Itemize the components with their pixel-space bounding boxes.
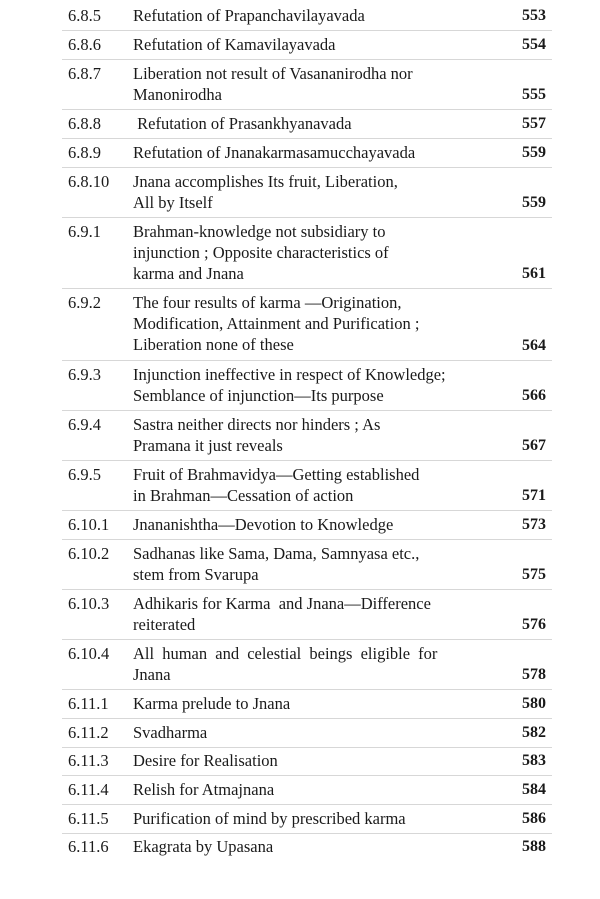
section-title (133, 779, 518, 800)
page-number: 561 (522, 265, 546, 282)
section-number: 6.10.1 (68, 515, 110, 534)
page-number: 588 (522, 838, 546, 855)
page-number: 567 (522, 437, 546, 454)
page-number: 559 (522, 144, 546, 161)
title-line: Jnananishtha—Devotion to Knowledge (133, 515, 394, 534)
title-line: Refutation of Kamavilayavada (133, 35, 336, 54)
divider (62, 217, 552, 218)
divider (62, 539, 552, 540)
section-number: 6.8.9 (68, 143, 101, 162)
section-number: 6.11.2 (68, 723, 109, 742)
divider (62, 460, 552, 461)
page-number: 582 (522, 724, 546, 741)
section-number: 6.9.1 (68, 222, 101, 241)
section-title (133, 292, 518, 355)
title-line: Pramana it just reveals (133, 436, 283, 455)
title-line: Modification, Attainment and Purification ; (133, 314, 420, 333)
section-title (133, 142, 518, 163)
section-title (133, 643, 518, 685)
title-line: Svadharma (133, 723, 208, 742)
title-line: reiterated (133, 615, 196, 634)
divider (62, 747, 552, 748)
title-line: Brahman-knowledge not subsidiary to (133, 222, 386, 241)
section-title (133, 693, 518, 714)
section-title (133, 113, 518, 134)
title-line: Karma prelude to Jnana (133, 694, 291, 713)
page-number: 575 (522, 566, 546, 583)
title-line: Relish for Atmajnana (133, 780, 275, 799)
title-line: Sadhanas like Sama, Dama, Samnyasa etc., (133, 544, 420, 563)
divider (62, 689, 552, 690)
page-number: 583 (522, 752, 546, 769)
section-number: 6.9.3 (68, 365, 101, 384)
title-line: All by Itself (133, 193, 213, 212)
section-title (133, 808, 518, 829)
page-number: 578 (522, 666, 546, 683)
section-title (133, 221, 518, 284)
section-number: 6.8.7 (68, 64, 101, 83)
section-number: 6.8.8 (68, 114, 101, 133)
page-number: 571 (522, 487, 546, 504)
divider (62, 510, 552, 511)
divider (62, 360, 552, 361)
page-number: 555 (522, 86, 546, 103)
title-line: Liberation none of these (133, 335, 294, 354)
section-title (133, 5, 518, 26)
title-line: injunction ; Opposite characteristics of (133, 243, 389, 262)
section-number: 6.9.2 (68, 293, 101, 312)
section-number: 6.8.6 (68, 35, 101, 54)
section-title (133, 364, 518, 406)
title-line: Adhikaris for Karma and Jnana—Difference (133, 594, 431, 613)
page-number: 554 (522, 36, 546, 53)
divider (62, 288, 552, 289)
title-line: Refutation of Prapanchavilayavada (133, 6, 365, 25)
title-line: All human and celestial beings eligible for (133, 644, 438, 663)
divider (62, 167, 552, 168)
title-line: stem from Svarupa (133, 565, 259, 584)
divider (62, 639, 552, 640)
title-line: Jnana accomplishes Its fruit, Liberation, (133, 172, 398, 191)
title-line: Ekagrata by Upasana (133, 837, 274, 856)
divider (62, 833, 552, 834)
section-number: 6.11.6 (68, 837, 109, 856)
section-number: 6.11.3 (68, 751, 109, 770)
title-line: Semblance of injunction—Its purpose (133, 386, 384, 405)
divider (62, 59, 552, 60)
page-number: 553 (522, 7, 546, 24)
title-line: karma and Jnana (133, 264, 244, 283)
section-number: 6.10.3 (68, 594, 110, 613)
title-line: Manonirodha (133, 85, 222, 104)
title-line: Refutation of Prasankhyanavada (133, 114, 352, 133)
section-title (133, 414, 518, 456)
title-line: Desire for Realisation (133, 751, 278, 770)
title-line: Purification of mind by prescribed karma (133, 809, 406, 828)
section-title (133, 543, 518, 585)
title-line: Refutation of Jnanakarmasamucchayavada (133, 143, 416, 162)
title-line: The four results of karma —Origination, (133, 293, 402, 312)
section-title (133, 593, 518, 635)
page-number: 564 (522, 337, 546, 354)
page-number: 559 (522, 194, 546, 211)
divider (62, 30, 552, 31)
page-number: 557 (522, 115, 546, 132)
divider (62, 410, 552, 411)
section-number: 6.10.4 (68, 644, 110, 663)
section-title (133, 171, 518, 213)
section-title (133, 514, 518, 535)
divider (62, 589, 552, 590)
section-number: 6.9.4 (68, 415, 101, 434)
page-number: 573 (522, 516, 546, 533)
section-title (133, 464, 518, 506)
section-number: 6.9.5 (68, 465, 101, 484)
section-title (133, 34, 518, 55)
section-number: 6.11.4 (68, 780, 109, 799)
section-number: 6.10.2 (68, 544, 110, 563)
title-line: Sastra neither directs nor hinders ; As (133, 415, 381, 434)
divider (62, 109, 552, 110)
title-line: Fruit of Brahmavidya—Getting established (133, 465, 420, 484)
title-line: in Brahman—Cessation of action (133, 486, 354, 505)
title-line: Liberation not result of Vasananirodha nor (133, 64, 413, 83)
section-number: 6.8.5 (68, 6, 101, 25)
divider (62, 804, 552, 805)
section-number: 6.11.1 (68, 694, 109, 713)
page-number: 580 (522, 695, 546, 712)
divider (62, 718, 552, 719)
page-number: 566 (522, 387, 546, 404)
title-line: Jnana (133, 665, 171, 684)
page-number: 584 (522, 781, 546, 798)
divider (62, 138, 552, 139)
section-number: 6.8.10 (68, 172, 110, 191)
section-number: 6.11.5 (68, 809, 109, 828)
page-number: 576 (522, 616, 546, 633)
divider (62, 775, 552, 776)
section-title (133, 722, 518, 743)
section-title (133, 63, 518, 105)
section-title (133, 836, 518, 857)
page-number: 586 (522, 810, 546, 827)
title-line: Injunction ineffective in respect of Knowledge; (133, 365, 446, 384)
section-title (133, 750, 518, 771)
